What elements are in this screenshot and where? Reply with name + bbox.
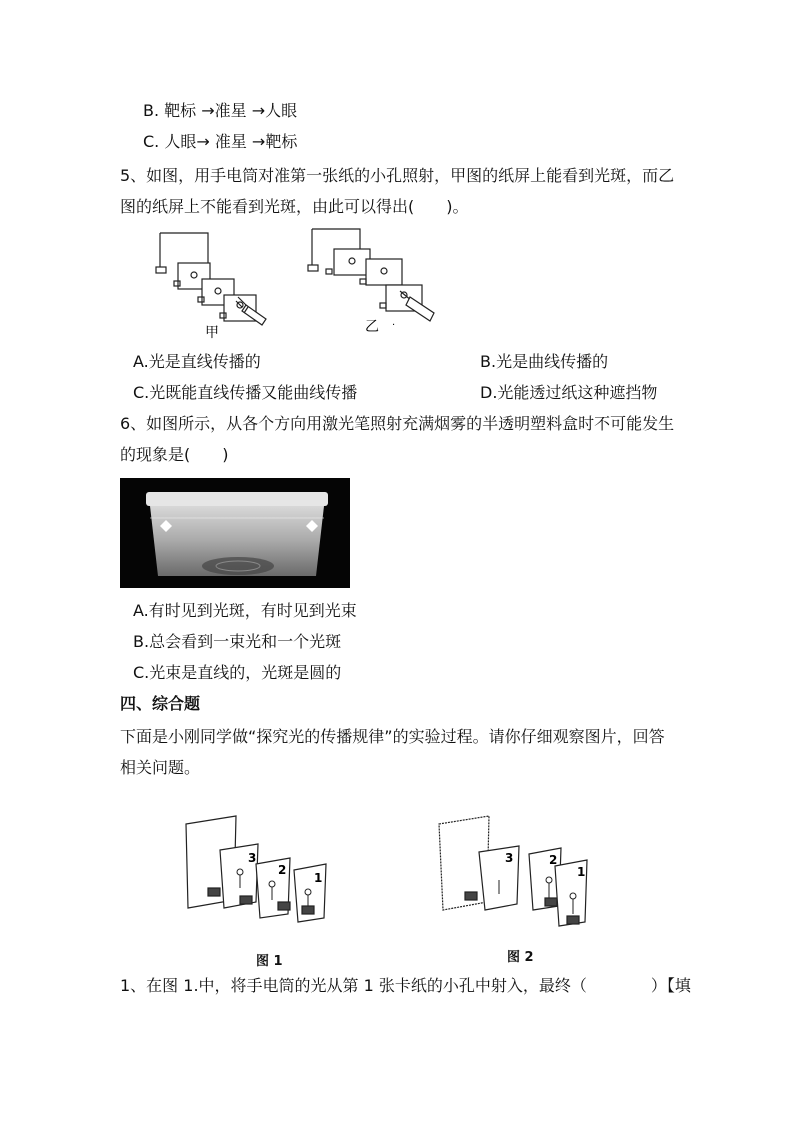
- q5-figure-yi: [308, 229, 434, 321]
- q6-photo-smoke-box: [120, 478, 350, 588]
- q6-option-b: B.总会看到一束光和一个光斑: [133, 632, 342, 651]
- fig1-card-3-number: 3: [248, 851, 257, 865]
- q5-option-a: A.光是直线传播的: [133, 352, 261, 371]
- figure1-caption: 图 1: [256, 954, 283, 969]
- q6-stem-line2: 的现象是( ): [120, 445, 229, 464]
- q6-option-a: A.有时见到光斑，有时见到光束: [133, 601, 357, 620]
- fig2-card-2-number: 2: [549, 853, 558, 867]
- fig1-card-2-number: 2: [278, 863, 287, 877]
- section4-heading: 四、综合题: [120, 694, 201, 713]
- figure1-cards: [180, 810, 340, 930]
- fig2-card-1-number: 1: [577, 865, 586, 879]
- q6-option-c: C.光束是直线的，光斑是圆的: [133, 663, 342, 682]
- q5-option-d: D.光能透过纸这种遮挡物: [480, 383, 658, 402]
- q5-stem-line2: 图的纸屏上不能看到光斑，由此可以得出( )。: [120, 197, 469, 216]
- q4-option-c: C. 人眼→ 准星 →靶标: [143, 132, 298, 151]
- q6-stem-line1: 6、如图所示，从各个方向用激光笔照射充满烟雾的半透明塑料盒时不可能发生: [120, 414, 675, 433]
- svg-text:.: .: [392, 317, 396, 328]
- q5-figure: [150, 225, 460, 340]
- q5-label-jia: 甲: [205, 325, 219, 340]
- q5-figure-jia: [156, 233, 266, 325]
- section4-intro-line2: 相关问题。: [120, 758, 201, 777]
- q5-label-yi: 乙: [365, 319, 379, 335]
- q5-stem-line1: 5、如图，用手电筒对准第一张纸的小孔照射，甲图的纸屏上能看到光斑，而乙: [120, 166, 675, 185]
- fig2-card-3-number: 3: [505, 851, 514, 865]
- section4-q1-line: 1、在图 1.中，将手电筒的光从第 1 张卡纸的小孔中射入，最终（ ）【填: [120, 976, 691, 995]
- section4-intro-line1: 下面是小刚同学做“探究光的传播规律”的实验过程。请你仔细观察图片，回答: [120, 727, 665, 746]
- figure2-cards: [435, 810, 595, 935]
- fig1-card-1-number: 1: [314, 871, 323, 885]
- q5-option-b: B.光是曲线传播的: [480, 352, 609, 371]
- q4-option-b: B. 靶标 →准星 →人眼: [143, 101, 298, 120]
- figure2-caption: 图 2: [507, 950, 534, 965]
- q5-option-c: C.光既能直线传播又能曲线传播: [133, 383, 358, 402]
